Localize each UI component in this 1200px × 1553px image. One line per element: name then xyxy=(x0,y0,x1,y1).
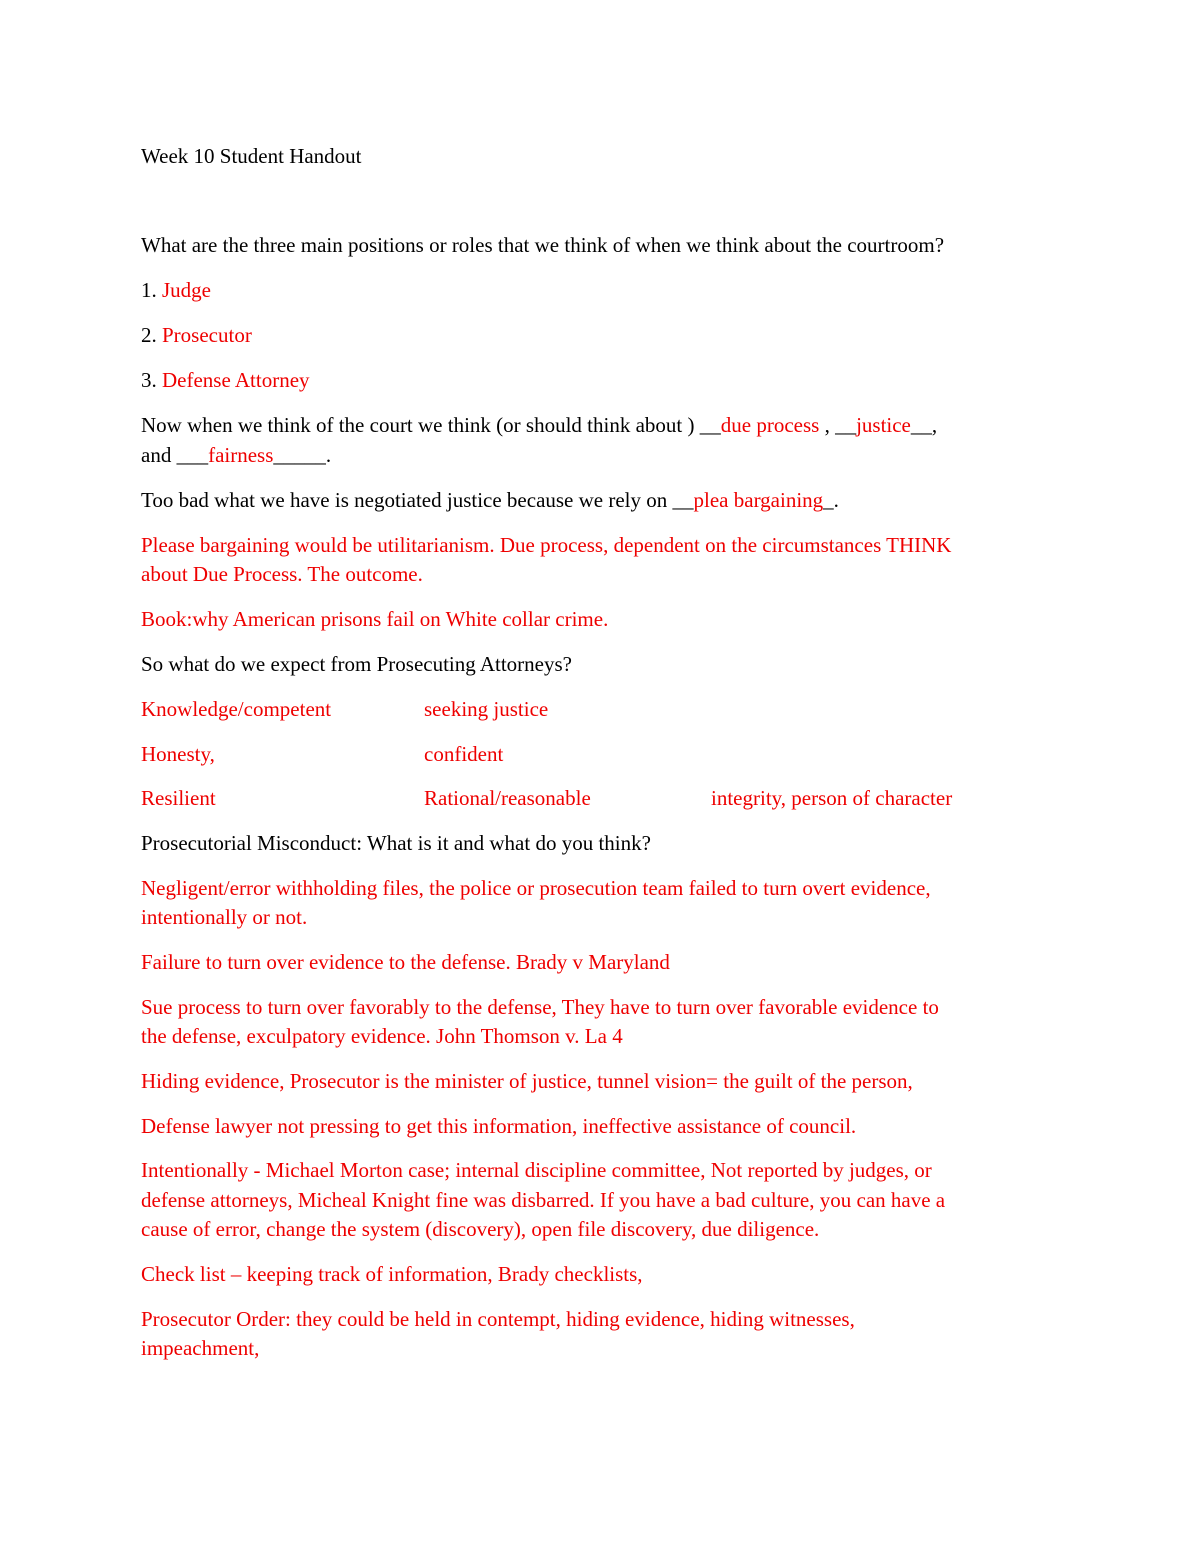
expectation-item: Rational/reasonable xyxy=(424,786,591,810)
note-utilitarianism-line1: Please bargaining would be utilitarianism. Due process, dependent on the circumstances THINK xyxy=(141,533,952,557)
expectation-item: Resilient xyxy=(141,786,216,810)
answer-justice: justice xyxy=(856,413,911,437)
note-utilitarianism-line2: about Due Process. The outcome. xyxy=(141,562,423,586)
question-text: _____. xyxy=(273,443,332,467)
question-courtroom-roles: What are the three main positions or roles that we think of when we think about the courtroom? xyxy=(141,233,945,257)
expectation-item: integrity, person of character xyxy=(711,786,953,810)
expectations-row-1 xyxy=(141,694,1041,724)
question-text: , __ xyxy=(819,413,857,437)
answer-plea-bargaining: plea bargaining xyxy=(693,488,824,512)
misconduct-note-6-line3: cause of error, change the system (discovery), open file discovery, due diligence. xyxy=(141,1217,820,1241)
expectation-item: seeking justice xyxy=(424,697,549,721)
expectation-item: Knowledge/competent xyxy=(141,697,332,721)
expectations-row-3 xyxy=(141,783,1041,813)
question-court-values-line2 xyxy=(141,440,331,470)
role-number: 3. xyxy=(141,368,162,392)
role-item-1 xyxy=(141,275,211,305)
question-prosecutorial-misconduct: Prosecutorial Misconduct: What is it and what do you think? xyxy=(141,831,651,855)
misconduct-note-1-line2: intentionally or not. xyxy=(141,905,308,929)
misconduct-note-8-line2: impeachment, xyxy=(141,1336,260,1360)
misconduct-note-7: Check list – keeping track of information, Brady checklists, xyxy=(141,1262,643,1286)
question-text: __, xyxy=(910,413,938,437)
question-negotiated-justice xyxy=(141,485,839,515)
misconduct-note-5: Defense lawyer not pressing to get this information, ineffective assistance of council. xyxy=(141,1114,857,1138)
answer-due-process: due process xyxy=(720,413,820,437)
expectation-item: confident xyxy=(424,742,504,766)
question-text: Too bad what we have is negotiated justice because we rely on __ xyxy=(141,488,694,512)
role-number: 1. xyxy=(141,278,162,302)
role-item-2 xyxy=(141,320,252,350)
expectations-row-2 xyxy=(141,739,1041,769)
misconduct-note-1-line1: Negligent/error withholding files, the police or prosecution team failed to turn overt evidence, xyxy=(141,876,931,900)
misconduct-note-4: Hiding evidence, Prosecutor is the minister of justice, tunnel vision= the guilt of the person, xyxy=(141,1069,913,1093)
role-item-3 xyxy=(141,365,310,395)
answer-fairness: fairness xyxy=(208,443,274,467)
question-text: Now when we think of the court we think (or should think about ) __ xyxy=(141,413,721,437)
role-answer: Defense Attorney xyxy=(162,368,310,392)
question-prosecutor-expectations: So what do we expect from Prosecuting Attorneys? xyxy=(141,652,572,676)
question-text: _. xyxy=(823,488,839,512)
misconduct-note-6-line2: defense attorneys, Micheal Knight fine was disbarred. If you have a bad culture, you can have a xyxy=(141,1188,946,1212)
role-answer: Judge xyxy=(162,278,211,302)
misconduct-note-2: Failure to turn over evidence to the defense. Brady v Maryland xyxy=(141,950,670,974)
misconduct-note-3-line2: the defense, exculpatory evidence. John Thomson v. La 4 xyxy=(141,1024,623,1048)
misconduct-note-8-line1: Prosecutor Order: they could be held in contempt, hiding evidence, hiding witnesses, xyxy=(141,1307,855,1331)
expectation-item: Honesty, xyxy=(141,742,215,766)
question-text: and ___ xyxy=(141,443,209,467)
misconduct-note-6-line1: Intentionally - Michael Morton case; internal discipline committee, Not reported by judges, or xyxy=(141,1158,932,1182)
role-number: 2. xyxy=(141,323,162,347)
question-court-values-line1 xyxy=(141,410,937,440)
document-title: Week 10 Student Handout xyxy=(141,144,362,168)
role-answer: Prosecutor xyxy=(162,323,252,347)
note-book: Book:why American prisons fail on White collar crime. xyxy=(141,607,609,631)
misconduct-note-3-line1: Sue process to turn over favorably to the defense, They have to turn over favorable evidence to xyxy=(141,995,939,1019)
